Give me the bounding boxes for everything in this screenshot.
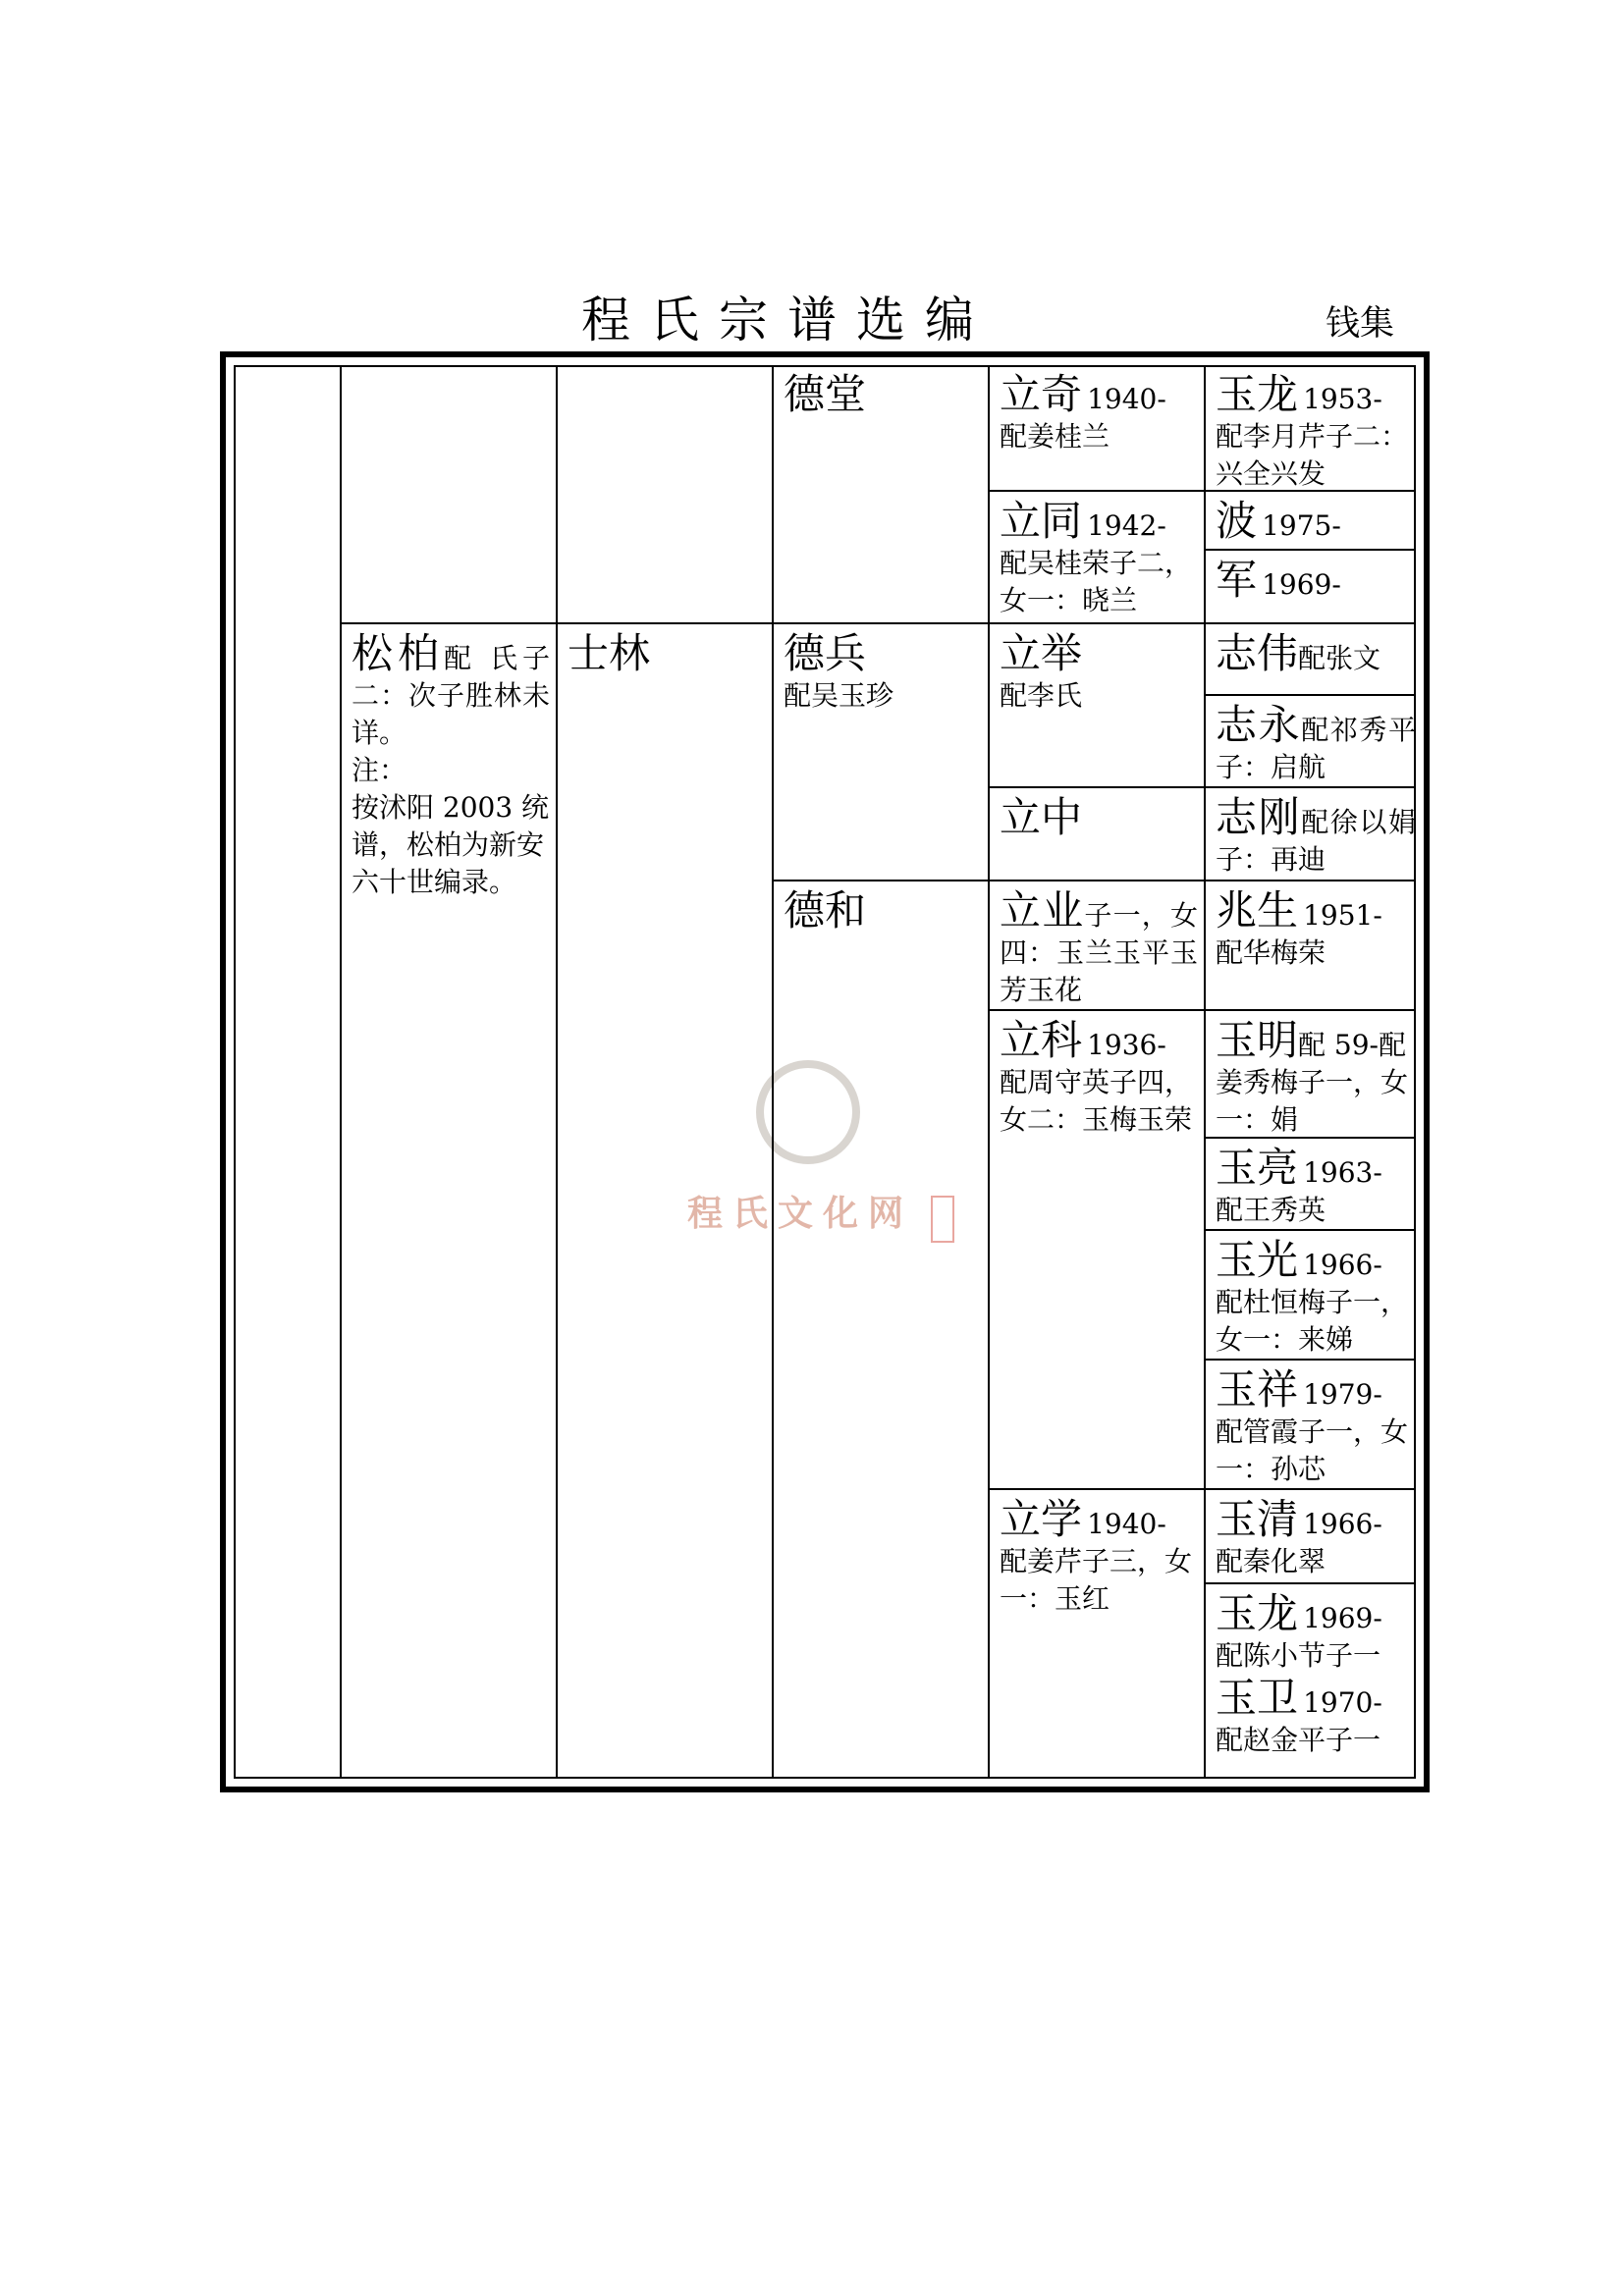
person-name: 兆生 [1216,886,1299,934]
entry-lizhong [990,790,1204,841]
person-name: 立学 [1000,1495,1083,1543]
entry-zhiwei [1206,626,1422,677]
person-name: 玉龙 [1216,370,1299,418]
entry-yuming [1206,1013,1422,1139]
column-divider [340,367,342,1777]
person-name: 立奇 [1000,370,1083,418]
entry-detang [774,367,988,418]
entry-yulong-2 [1206,1586,1422,1759]
person-year: 1963- [1303,1156,1382,1189]
genealogy-table-frame [220,351,1430,1792]
row-divider [988,1009,1414,1011]
person-name: 德和 [784,886,867,934]
person-desc: 配姜芹子三，女一：玉红 [1000,1545,1193,1615]
entry-zhigang [1206,790,1422,879]
entry-yuqing [1206,1492,1422,1580]
row-divider [340,622,1414,624]
person-year: 1953- [1303,383,1382,415]
row-divider [1204,549,1414,551]
person-year: 1975- [1262,509,1341,542]
row-divider [1204,1359,1414,1361]
person-desc: 配杜恒梅子一，女一：来娣 [1216,1286,1409,1356]
person-name: 志永 [1216,701,1302,749]
person-name: 士林 [568,629,651,677]
person-year: 1969- [1303,1602,1382,1634]
person-name: 玉清 [1216,1495,1299,1543]
entry-like [990,1013,1204,1139]
entry-yulong-1 [1206,367,1422,493]
person-desc: 配陈小节子一 [1216,1639,1381,1672]
entry-liye [990,883,1204,1009]
person-name: 立业 [1000,886,1085,934]
genealogy-table [234,365,1416,1779]
person-desc: 配李月芹子二：兴全兴发 [1216,420,1409,490]
person-name: 波 [1216,497,1258,545]
entry-yuliang [1206,1141,1422,1229]
person-name: 立同 [1000,497,1083,545]
row-divider [1204,1582,1414,1584]
person-name: 玉明 [1216,1016,1299,1064]
entry-debing [774,626,988,715]
watermark-text: 程氏文化网 [687,1193,914,1234]
person-year: 1936- [1087,1029,1166,1061]
person-name: 军 [1216,556,1258,604]
person-name: 立科 [1000,1016,1083,1064]
person-desc: 配华梅荣 [1216,936,1326,969]
row-divider [988,1488,1414,1490]
person-year: 1942- [1087,509,1166,542]
entry-liqi [990,367,1204,455]
person-name: 玉龙 [1216,1589,1299,1637]
entry-yuxiang [1206,1362,1422,1488]
person-name: 玉光 [1216,1236,1299,1284]
entry-dehe [774,883,988,934]
entry-bo [1206,494,1422,545]
person-name: 德堂 [784,370,867,418]
person-name: 玉祥 [1216,1365,1299,1414]
person-desc: 配徐以娟子：再迪 [1216,806,1416,876]
person-desc: 配李氏 [1000,679,1083,712]
person-desc: 配祁秀平子：启航 [1216,714,1416,783]
entry-zhaosheng [1206,883,1422,972]
person-desc: 配吴桂荣子二，女一：晓兰 [1000,547,1193,616]
row-divider [772,880,1414,881]
entry-zhiyong [1206,698,1422,786]
person-year: 1979- [1303,1378,1382,1411]
entry-litong [990,494,1204,619]
page-title: 程氏宗谱选编 [581,292,994,348]
entry-jun [1206,553,1422,604]
person-desc: 配 氏子二：次子胜林未详。 [352,642,550,749]
row-divider [1204,694,1414,696]
person-name: 玉卫 [1216,1674,1299,1722]
entry-songbai [342,626,556,901]
row-divider [1204,1229,1414,1231]
person-name: 德兵 [784,629,867,677]
column-divider [772,367,774,1777]
person-desc: 配王秀英 [1216,1194,1326,1226]
person-desc: 配吴玉珍 [784,679,894,712]
person-name: 志伟 [1216,629,1299,677]
person-desc: 配张文 [1298,642,1381,674]
person-desc: 配 59-配姜秀梅子一，女一：娟 [1216,1029,1409,1136]
person-year: 1970- [1303,1686,1382,1719]
person-name: 玉亮 [1216,1144,1299,1192]
note-text: 按沭阳 2003 统谱，松柏为新安六十世编录。 [352,791,550,898]
person-year: 1966- [1303,1508,1382,1540]
person-desc: 配赵金平子一 [1216,1724,1381,1756]
entry-liju [990,626,1204,715]
person-desc: 子一，女四：玉兰玉平玉芳玉花 [1000,899,1198,1006]
person-desc: 配姜桂兰 [1000,420,1110,453]
person-name: 松柏 [352,629,445,677]
person-year: 1940- [1087,1508,1166,1540]
entry-lixue [990,1492,1204,1618]
person-name: 志刚 [1216,793,1302,841]
person-year: 1951- [1303,899,1382,932]
person-desc: 配管霞子一，女一：孙芯 [1216,1415,1409,1485]
person-desc: 配周守英子四，女二：玉梅玉荣 [1000,1066,1193,1136]
entry-yuguang [1206,1233,1422,1359]
person-year: 1966- [1303,1249,1382,1281]
person-name: 立中 [1000,793,1083,841]
entry-shilin [558,626,772,677]
person-year: 1969- [1262,568,1341,601]
person-name: 立举 [1000,629,1083,677]
column-divider [556,367,558,1777]
person-year: 1940- [1087,383,1166,415]
person-desc: 配秦化翠 [1216,1545,1326,1577]
page-subtitle: 钱集 [1326,304,1395,344]
row-divider [988,786,1414,788]
note-label: 注： [352,754,407,786]
